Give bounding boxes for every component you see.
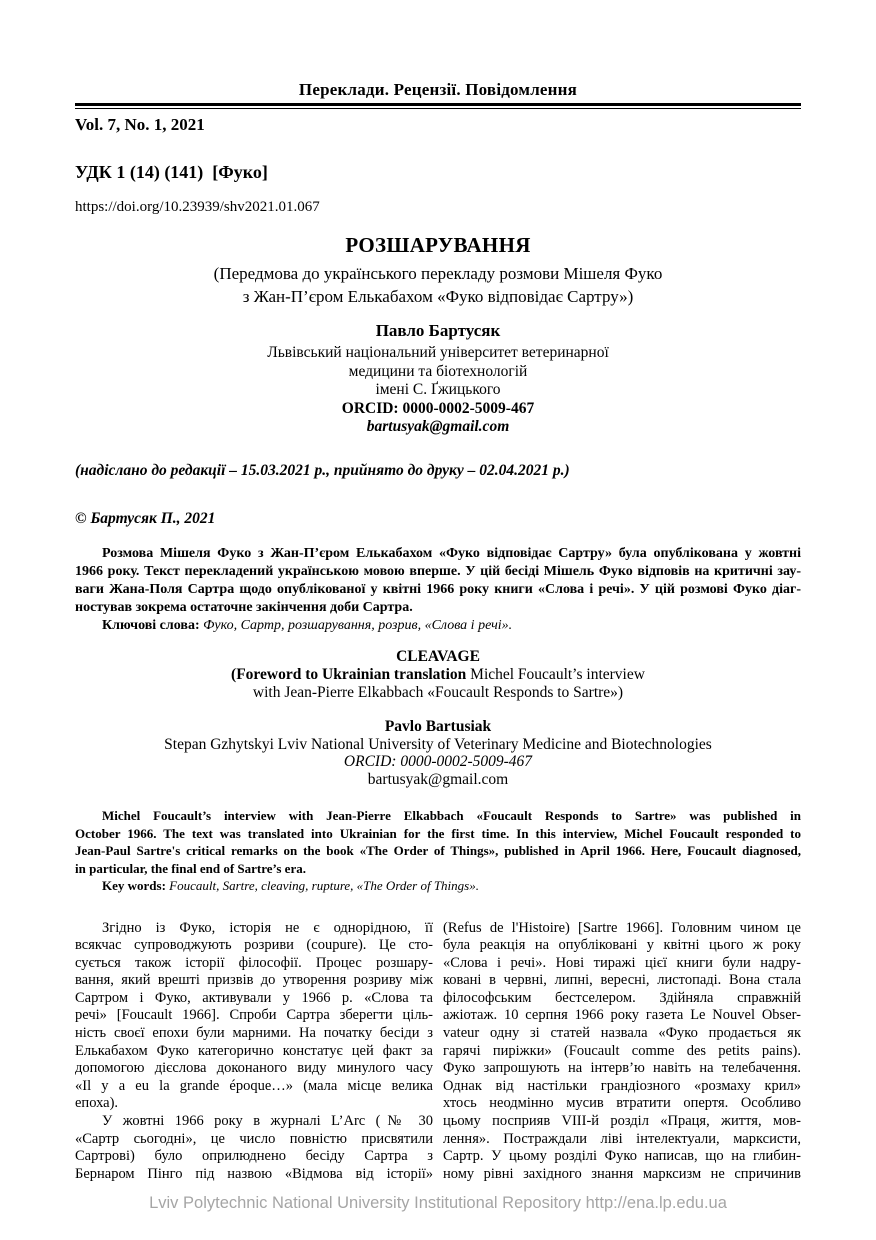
article-title-uk: РОЗШАРУВАННЯ bbox=[345, 233, 531, 257]
body-text-line: всякчас супроводжують розриви (coupure). Це сто- bbox=[75, 937, 433, 954]
body-text-line: Бернаром Пінго під назвою «Відмова від історії» bbox=[75, 1165, 433, 1182]
body-text-line: вання, який врешті призвів до утворення розриву між bbox=[75, 972, 433, 989]
body-text-line: речі» [Foucault 1966]. Спроби Сартра зберегти ціль- bbox=[75, 1007, 433, 1024]
abstract-en-line: October 1966. The text was translated into Ukrainian for the first time. In this interview, Michel Foucault responded to bbox=[75, 825, 801, 841]
body-text-line: допомогою дієслова доконаного виду минулого часу bbox=[75, 1060, 433, 1077]
body-text-line: цьому посприяв VIII-й розділ «Праця, життя, мов- bbox=[443, 1113, 801, 1130]
keywords-uk-value: Фуко, Сартр, розшарування, розрив, «Слова і речі». bbox=[203, 617, 513, 633]
abstract-uk-line: ваги Жана-Поля Сартра щодо опублікованої у квітні 1966 року книги «Слова і речі». У цій розмові Фуко діаг- bbox=[75, 581, 801, 597]
body-text-line: Сартр. У цьому розділі Фуко написав, що на глибин- bbox=[443, 1148, 801, 1165]
orcid-uk: ORCID: 0000-0002-5009-467 bbox=[341, 399, 535, 417]
affiliation-uk-line: імені С. Ґжицького bbox=[375, 381, 501, 398]
body-text-line: Сартром і Фуко, активували у 1966 р. «Слова та bbox=[75, 989, 433, 1006]
copyright-notice: © Бартусяк П., 2021 bbox=[75, 509, 216, 527]
body-text-line: філософським бестселером. Здійняла справжній bbox=[443, 989, 801, 1006]
abstract-uk bbox=[75, 545, 801, 635]
body-text-line: vateur одну зі статей назвала «Фуко продається як bbox=[443, 1025, 801, 1042]
affiliation-uk-line: Львівський національний університет ветеринарної bbox=[267, 344, 609, 361]
body-text-line: ковані в червні, липні, вересні, листопаді. Вона стала bbox=[443, 972, 801, 989]
abstract-en-line: Michel Foucault’s interview with Jean-Pierre Elkabbach «Foucault Responds to Sartre» was published in bbox=[102, 808, 801, 823]
journal-section-title: Переклади. Рецензії. Повідомлення bbox=[298, 80, 578, 99]
body-text-line: Фуко запрошують на інтерв’ю навіть на телебачення. bbox=[443, 1060, 801, 1077]
article-subtitle-uk-line2: з Жан-П’єром Елькабахом «Фуко відповідає Сартру») bbox=[242, 287, 634, 306]
orcid-en: ORCID: 0000-0002-5009-467 bbox=[343, 753, 533, 770]
abstract-uk-line: Розмова Мішеля Фуко з Жан-П’єром Елькабахом «Фуко відповідає Сартру» була опублікована у жовтні bbox=[102, 545, 801, 561]
abstract-uk-line: ностував зокрема остаточне закінчення доби Сартра. bbox=[75, 599, 413, 615]
affiliation-en: Stepan Gzhytskyi Lviv National University of Veterinary Medicine and Biotechnologies bbox=[164, 735, 712, 753]
article-subtitle-en bbox=[75, 666, 801, 702]
body-text-line: (Refus de l'Histoire) [Sartre 1966]. Головним чином це bbox=[443, 919, 801, 936]
header-divider bbox=[75, 103, 801, 109]
article-subtitle-en-line2: with Jean-Pierre Elkabbach «Foucault Responds to Sartre») bbox=[252, 683, 624, 701]
body-text-line: «Слова і речі». Нові тиражі цієї книги були надру- bbox=[443, 954, 801, 971]
doi-link: https://doi.org/10.23939/shv2021.01.067 bbox=[75, 199, 320, 215]
udc-code: УДК 1 (14) (141) [Фуко] bbox=[75, 162, 268, 182]
abstract-uk-line: 1966 року. Текст перекладений українською мовою вперше. У цій бесіді Мішель Фуко відповів на критичні зау- bbox=[75, 563, 801, 579]
repository-footer: Lviv Polytechnic National University Institutional Repository http://ena.lp.edu.ua bbox=[149, 1194, 727, 1212]
body-column-right bbox=[443, 920, 801, 1184]
body-text-line: ність своєї епохи були марними. На початку бесіди з bbox=[75, 1025, 433, 1042]
article-title-en: CLEAVAGE bbox=[396, 647, 480, 665]
body-text-line: епоха). bbox=[75, 1095, 119, 1112]
keywords-en-value: Foucault, Sartre, cleaving, rupture, «The Order of Things». bbox=[169, 878, 479, 893]
body-text-line: «Il y a eu la grande époque…» (мала місце велика bbox=[75, 1077, 433, 1094]
author-name-uk: Павло Бартусяк bbox=[375, 321, 501, 340]
body-text-line: Однак від настільки грандіозного «розмаху крил» bbox=[443, 1077, 801, 1094]
abstract-en-line: in particular, the final end of Sartre’s era. bbox=[75, 860, 306, 876]
author-name-en: Pavlo Bartusiak bbox=[384, 717, 492, 735]
body-text-line: ажіотаж. 10 серпня 1966 року газета Le Nouvel Obser- bbox=[443, 1007, 801, 1024]
body-text-line: ному рівні західного знання марксизм не спричинив bbox=[443, 1165, 801, 1182]
keywords-uk bbox=[75, 617, 801, 635]
body-text-line: Сартрові) було оприлюднено бесіду Сартра з bbox=[75, 1148, 433, 1165]
body-text-line: гарячі пиріжки» (Foucault comme des petits pains). bbox=[443, 1042, 801, 1059]
abstract-en-line: Jean-Paul Sartre's critical remarks on the book «The Order of Things», published in April 1966. Here, Foucault diagnosed, bbox=[75, 843, 801, 858]
article-subtitle-uk-line1: (Передмова до українського перекладу розмови Мішеля Фуко bbox=[213, 264, 663, 283]
article-subtitle-en-bold: (Foreword to Ukrainian translation bbox=[231, 665, 467, 683]
keywords-uk-label: Ключові слова: bbox=[102, 617, 204, 633]
author-email-uk: bartusyak@gmail.com bbox=[366, 418, 510, 435]
article-subtitle-en-line1 bbox=[75, 666, 801, 684]
article-subtitle-en-rest: Michel Foucault’s interview bbox=[466, 665, 645, 683]
body-text-line: Елькабахом Фуко категорично констатує цей факт за bbox=[75, 1042, 433, 1059]
body-text-line: «Сартр сьогодні», це число повністю присвятили bbox=[75, 1130, 433, 1147]
body-text-line: У жовтні 1966 року в журналі L’Arc (№ 30 bbox=[102, 1113, 433, 1130]
body-text-line: була реакція на опубліковані у квітні цього ж року bbox=[443, 937, 801, 954]
abstract-en bbox=[75, 807, 801, 895]
article-subtitle-uk bbox=[75, 262, 801, 308]
author-email-en: bartusyak@gmail.com bbox=[367, 770, 509, 788]
keywords-en bbox=[75, 877, 801, 895]
body-column-left bbox=[75, 920, 433, 1184]
body-text-line: хтось неодмінно мусив втратити опертя. Особливо bbox=[443, 1095, 801, 1112]
keywords-en-label: Key words: bbox=[102, 878, 170, 893]
body-text-columns bbox=[75, 920, 801, 1184]
body-text-line: сується також історії філософії. Процес розшару- bbox=[75, 954, 433, 971]
submission-dates-note: (надіслано до редакції – 15.03.2021 р., прийнято до друку – 02.04.2021 р.) bbox=[75, 461, 570, 479]
volume-issue: Vol. 7, No. 1, 2021 bbox=[75, 115, 205, 134]
body-text-line: лення». Постраждали ліві інтелектуали, марксисти, bbox=[443, 1130, 801, 1147]
body-text-line: Згідно із Фуко, історія не є однорідною, її bbox=[102, 919, 433, 936]
affiliation-uk-line: медицини та біотехнологій bbox=[348, 362, 528, 380]
affiliation-uk bbox=[75, 344, 801, 400]
